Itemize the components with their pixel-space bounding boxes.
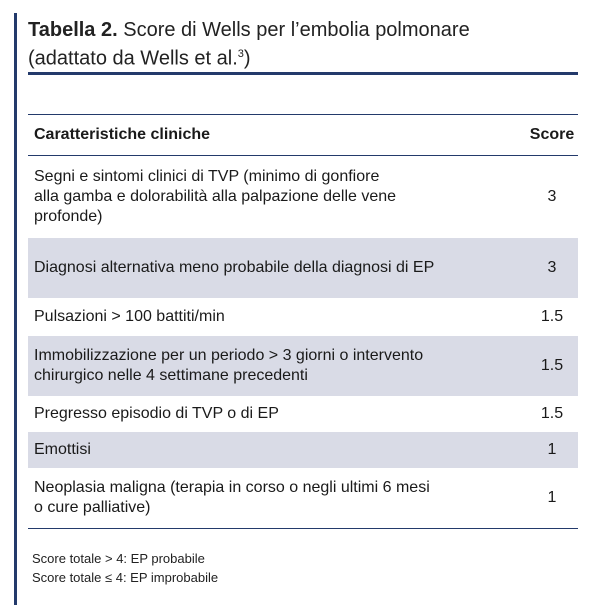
- row-characteristic-line: Emottisi: [34, 441, 91, 458]
- table-row: [28, 336, 578, 396]
- table-row: [28, 468, 578, 528]
- row-characteristic: [28, 307, 526, 327]
- footnote-improbable: Score totale ≤ 4: EP improbabile: [32, 570, 219, 585]
- row-characteristic-line: profonde): [34, 208, 103, 225]
- footnote-probable: Score totale > 4: EP probabile: [32, 551, 205, 566]
- row-score: 1.5: [540, 308, 564, 325]
- table-row: [28, 298, 578, 336]
- footnotes: [32, 549, 218, 587]
- row-characteristic: [28, 258, 526, 278]
- header-characteristics: Caratteristiche cliniche: [34, 126, 211, 143]
- table-header-row: [28, 115, 578, 155]
- row-score: 1: [547, 441, 557, 458]
- row-characteristic-line: Pregresso episodio di TVP o di EP: [34, 405, 279, 422]
- title-subtitle-end: ): [243, 47, 251, 70]
- row-characteristic-line: chirurgico nelle 4 settimane precedenti: [34, 367, 308, 384]
- row-characteristic-line: Segni e sintomi clinici di TVP (minimo di gonfiore: [34, 168, 380, 185]
- table-row: [28, 238, 578, 298]
- title-line-1: [28, 18, 578, 42]
- row-characteristic-line: alla gamba e dolorabilità alla palpazione delle vene: [34, 188, 397, 205]
- header-score: Score: [529, 126, 575, 143]
- row-characteristic: [28, 478, 526, 518]
- table-row: [28, 432, 578, 468]
- left-accent-bar: [14, 13, 17, 605]
- row-characteristic: [28, 404, 526, 424]
- title-rule: [28, 72, 578, 75]
- title-subtitle: (adattato da Wells et al.: [28, 47, 238, 70]
- row-score: 3: [547, 259, 557, 276]
- row-characteristic-line: Pulsazioni > 100 battiti/min: [34, 308, 225, 325]
- title-reference: 3: [237, 48, 244, 60]
- table-row: [28, 396, 578, 432]
- title-line-2: [28, 42, 578, 71]
- row-characteristic-line: o cure palliative): [34, 499, 151, 516]
- table-bottom-rule: [28, 528, 578, 529]
- row-characteristic-line: Diagnosi alternativa meno probabile della diagnosi di EP: [34, 259, 435, 276]
- wells-score-table: [28, 114, 578, 529]
- row-characteristic: [28, 346, 526, 386]
- table-row: [28, 156, 578, 238]
- row-score: 3: [547, 188, 557, 205]
- row-characteristic: [28, 440, 526, 460]
- row-score: 1.5: [540, 405, 564, 422]
- row-characteristic-line: Immobilizzazione per un periodo > 3 giorni o intervento: [34, 347, 424, 364]
- title-label: Tabella 2.: [28, 19, 118, 41]
- table-title: [28, 18, 578, 71]
- row-characteristic: [28, 167, 526, 227]
- row-score: 1.5: [540, 357, 564, 374]
- table-body: [28, 156, 578, 528]
- row-score: 1: [547, 489, 557, 506]
- title-text: Score di Wells per l’embolia polmonare: [123, 19, 470, 41]
- row-characteristic-line: Neoplasia maligna (terapia in corso o negli ultimi 6 mesi: [34, 479, 430, 496]
